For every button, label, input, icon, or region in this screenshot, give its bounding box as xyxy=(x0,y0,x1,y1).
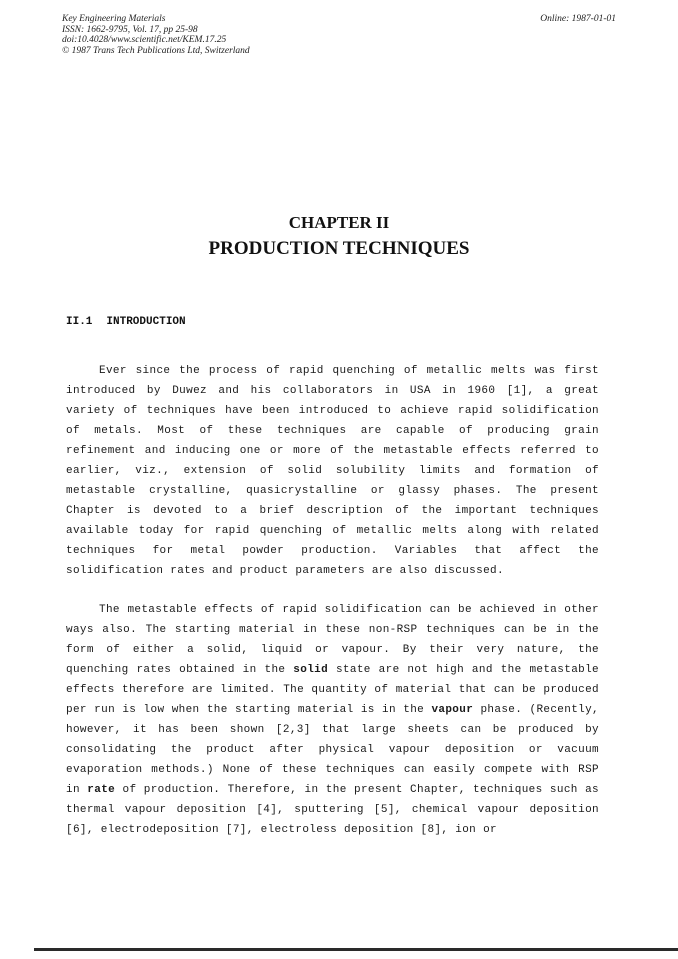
bold-term: vapour xyxy=(431,704,474,716)
paragraph-1 xyxy=(66,361,599,581)
bold-term: solid xyxy=(293,664,329,676)
journal-name: Key Engineering Materials xyxy=(62,14,166,24)
chapter-heading xyxy=(0,212,678,262)
text-run: of production. Therefore, in the present Chapter, techniques such as thermal vapour deposition [4], sputtering [5], chemical vapour deposition [6], electrodeposition [7], electroless deposition [8], ion or xyxy=(66,784,600,836)
section-heading xyxy=(66,316,186,328)
paragraph-2-text xyxy=(66,600,599,840)
chapter-number: CHAPTER II xyxy=(288,213,390,232)
publication-header xyxy=(62,14,616,56)
section-number: II.1 xyxy=(66,316,93,328)
chapter-title: PRODUCTION TECHNIQUES xyxy=(208,238,470,259)
text-run: state are not high and the metastable effects therefore are limited. The quantity of material that can be produced per run is low when the starting material is in the xyxy=(66,664,599,716)
section-title: INTRODUCTION xyxy=(106,316,186,328)
doi-link[interactable]: doi:10.4028/www.scientific.net/KEM.17.25 xyxy=(62,35,227,45)
copyright-line: © 1987 Trans Tech Publications Ltd, Switzerland xyxy=(62,45,250,56)
paragraph-1-text: Ever since the process of rapid quenching of metallic melts was first introduced by Duwez and his collaborators in USA in 1960 [1], a great variety of techniques have been introduced to achieve rapid solidification of metals. Most of these techniques are capable of producing grain refinement and inducing one or more of the metastable effects referred to earlier, viz., extension of solid solubility limits and formation of metastable crystalline, quasicrystalline or glassy phases. The present Chapter is devoted to a brief description of the important techniques available today for rapid quenching of metallic melts along with related techniques for metal powder production. Variables that affect the solidification rates and product parameters are also discussed. xyxy=(66,365,599,577)
online-date: Online: 1987-01-01 xyxy=(540,14,616,24)
issn-volume: ISSN: 1662-9795, Vol. 17, pp 25-98 xyxy=(62,24,198,35)
paragraph-2 xyxy=(66,600,599,840)
text-run: phase. (Recently, however, it has been shown [2,3] that large sheets can be produced by consolidating the product after physical vapour deposition or vacuum evaporation methods.) None of these techniques can easily compete with RSP in xyxy=(66,704,599,796)
text-run: The metastable effects of rapid solidification can be achieved in other ways also. The starting material in these non-RSP techniques can be in the form of either a solid, liquid or vapour. By their very nature, the quenching rates obtained in the xyxy=(66,604,599,676)
bold-term: rate xyxy=(87,784,116,796)
page-bottom-rule xyxy=(34,948,678,951)
